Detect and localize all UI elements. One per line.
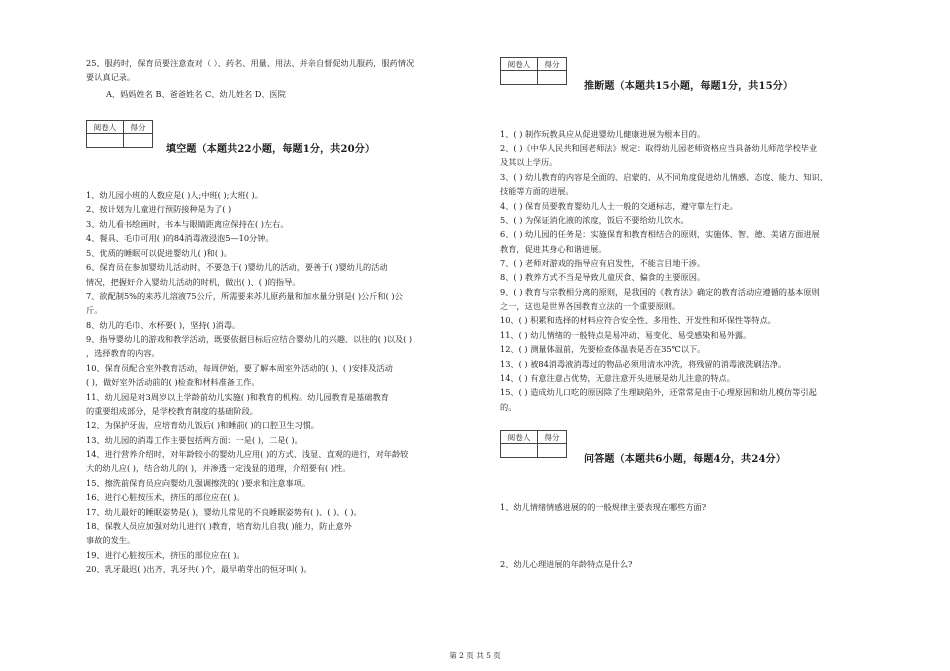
judge-line: 11、( ) 幼儿情绪的一般特点是易冲动、易变化、易受感染和易外露。 xyxy=(500,330,752,340)
fill-line: 20、乳牙最迟( )出齐，乳牙共( )个，最早萌芽出的恒牙叫( )。 xyxy=(86,564,312,574)
page-footer: 第 2 页 共 5 页 xyxy=(449,651,501,660)
judge-line: 1、( ) 制作玩教具应从促进婴幼儿健康进展为根本目的。 xyxy=(500,129,706,139)
judge-line: 5、( ) 为保证消化液的浓度，饭后不要给幼儿饮水。 xyxy=(500,215,689,225)
fill-line: 大的幼儿应( )，结合幼儿的( )，并渗透一定浅显的道理，介绍要有( )性。 xyxy=(86,463,351,473)
fill-line: 2、按计划为儿童进行预防接种是为了( ) xyxy=(86,204,232,214)
fill-line: 3、幼儿看书绘画时，书本与眼睛距离应保持在( )左右。 xyxy=(86,219,289,229)
reviewer-label: 阅卷人 xyxy=(87,121,124,134)
score-box-fill xyxy=(86,120,153,148)
judge-line: 教育，促进其身心和谐进展。 xyxy=(500,244,607,254)
judge-line: 8、( ) 教养方式不当是导致儿童厌食、偏食的主要原因。 xyxy=(500,272,706,282)
judge-line: 2、( )《中华人民共和国老师法》规定：取得幼儿园老师资格应当具备幼儿师范学校毕业 xyxy=(500,143,818,153)
judge-section-title: 推断题（本题共15小题，每题1分，共15分） xyxy=(584,81,794,92)
fill-section-title: 填空题（本题共22小题，每题1分，共20分） xyxy=(166,144,376,155)
judge-line: 技能等方面的进展。 xyxy=(500,186,574,196)
reviewer-cell xyxy=(87,134,124,148)
judge-line: 10、( ) 积累和选择的材料应符合安全性、多用性、开发性和环保性等特点。 xyxy=(500,315,776,325)
fill-line: 5、优质的睡眠可以促进婴幼儿( )和( )。 xyxy=(86,248,233,258)
judge-line: 12、( ) 测量体温前，先要检查体温表是否在35℃以下。 xyxy=(500,344,706,354)
score-cell xyxy=(538,71,567,85)
judge-line: 7、( ) 老师对游戏的指导应有启发性，不能言目地干涉。 xyxy=(500,258,706,268)
score-label: 得分 xyxy=(124,121,153,134)
fill-line: 16、进行心脏按压术，挤压的部位应在( )。 xyxy=(86,492,245,502)
fill-line: 斤。 xyxy=(86,305,103,315)
question-25-options: A、妈妈姓名 B、爸爸姓名 C、幼儿姓名 D、医院 xyxy=(106,89,286,99)
fill-line: ( )，做好室外活动前的( )检查和材料准备工作。 xyxy=(86,377,260,387)
fill-line: 9、指导婴幼儿的游戏和教学活动，既要依据目标后应结合婴幼儿的兴趣、以往的( )以及( ) xyxy=(86,334,413,344)
fill-line: 11、幼儿园是对3周岁以上学龄前幼儿实施( )和教育的机构。幼儿园教育是基础教育 xyxy=(86,392,389,402)
judge-line: 14、( ) 有意注意占优势，无意注意开头进展是幼儿注意的特点。 xyxy=(500,373,735,383)
fill-line: 14、进行营养介绍时，对年龄较小的婴幼儿应用( )的方式、浅显、直观的进行，对年龄较 xyxy=(86,449,409,459)
fill-line: 18、保教人员应加强对幼儿进行( )教育，培育幼儿自我( )能力，防止意外 xyxy=(86,521,352,531)
fill-line: 19、进行心脏按压术，挤压的部位应在( )。 xyxy=(86,550,245,560)
question-25-line1: 25、服药时，保育员要注意查对（ ）、药名、用量、用法、并亲自督促幼儿服药，服药情况 xyxy=(86,58,415,68)
fill-line: 的重要组成部分，是学校教育制度的基础阶段。 xyxy=(86,406,258,416)
judge-line: 9、( ) 教育与宗教相分离的原则，是我国的《教育法》确定的教育活动应遵循的基本原则 xyxy=(500,287,820,297)
judge-line: 15、( ) 造成幼儿口吃的原因除了生理缺陷外，还常常是由于心理原因和幼儿模仿等引起 xyxy=(500,387,817,397)
reviewer-cell xyxy=(501,444,538,458)
score-box-judge xyxy=(500,57,567,85)
fill-line: 12、为保护牙齿，应培育幼儿饭后( )和睡前( )的口腔卫生习惯。 xyxy=(86,420,320,430)
fill-line: 8、幼儿的毛巾、水杯要( )，坚持( )消毒。 xyxy=(86,320,241,330)
score-cell xyxy=(124,134,153,148)
reviewer-label: 阅卷人 xyxy=(501,431,538,444)
judge-line: 6、( ) 幼儿园的任务是：实施保育和教育相结合的原则，实施体、智、德、美诸方面进展 xyxy=(500,229,820,239)
judge-line: 及其以上学历。 xyxy=(500,157,558,167)
fill-line: 6、保育员在参加婴幼儿活动时，不要急于( )婴幼儿的活动，要善于( )婴幼儿的活动 xyxy=(86,262,388,272)
judge-line: 之一，这也是世界各国教育立法的一个重要原则。 xyxy=(500,301,681,311)
qa-question-1: 1、幼儿情绪情感进展的的一般规律主要表现在哪些方面? xyxy=(500,502,707,512)
fill-line: 1、幼儿园小班的人数应是( )人;中班( );大班( )。 xyxy=(86,190,263,200)
judge-line: 3、( ) 幼儿教育的内容是全面的、启蒙的、从不同角度促进幼儿情感、态度、能力、知识、 xyxy=(500,172,828,182)
score-label: 得分 xyxy=(538,431,567,444)
judge-line: 的。 xyxy=(500,402,517,412)
fill-line: 情况，把握好介入婴幼儿活动的时机，做出( )、( )的指导。 xyxy=(86,277,301,287)
qa-question-2: 2、幼儿心理进展的年龄特点是什么? xyxy=(500,559,633,569)
fill-line: 4、餐具、毛巾可用( )的84消毒液浸泡5—10分钟。 xyxy=(86,233,274,243)
fill-line: ，选择教育的内容。 xyxy=(86,348,160,358)
question-25-line2: 要认真记录。 xyxy=(86,72,136,82)
judge-line: 13、( ) 被84消毒液消毒过的物品必须用清水冲洗，将残留的消毒液洗刷洁净。 xyxy=(500,359,787,369)
score-label: 得分 xyxy=(538,58,567,71)
fill-line: 7、欲配制5%的来苏儿溶液75公斤，所需要来苏儿原药量和加水量分别是( )公斤和( )公 xyxy=(86,291,403,301)
reviewer-cell xyxy=(501,71,538,85)
fill-line: 17、幼儿最好的睡眠姿势是( )，婴幼儿常见的不良睡眠姿势有( )、( )、( )。 xyxy=(86,507,362,517)
score-cell xyxy=(538,444,567,458)
fill-line: 10、保育员配合室外教育活动，每周伊始，要了解本周室外活动的( )、( )安排及活动 xyxy=(86,363,393,373)
fill-line: 13、幼儿园的消毒工作主要包括两方面：一是( )，二是( )。 xyxy=(86,435,303,445)
qa-section-title: 问答题（本题共6小题，每题4分，共24分） xyxy=(584,454,787,465)
judge-line: 4、( ) 保育员要教育婴幼儿人士一般的交通标志，遵守靠左行走。 xyxy=(500,201,738,211)
score-box-qa xyxy=(500,430,567,458)
fill-line: 事故的发生。 xyxy=(86,535,136,545)
reviewer-label: 阅卷人 xyxy=(501,58,538,71)
fill-line: 15、擦洗前保育员应向婴幼儿强调擦洗的( )要求和注意事项。 xyxy=(86,478,311,488)
